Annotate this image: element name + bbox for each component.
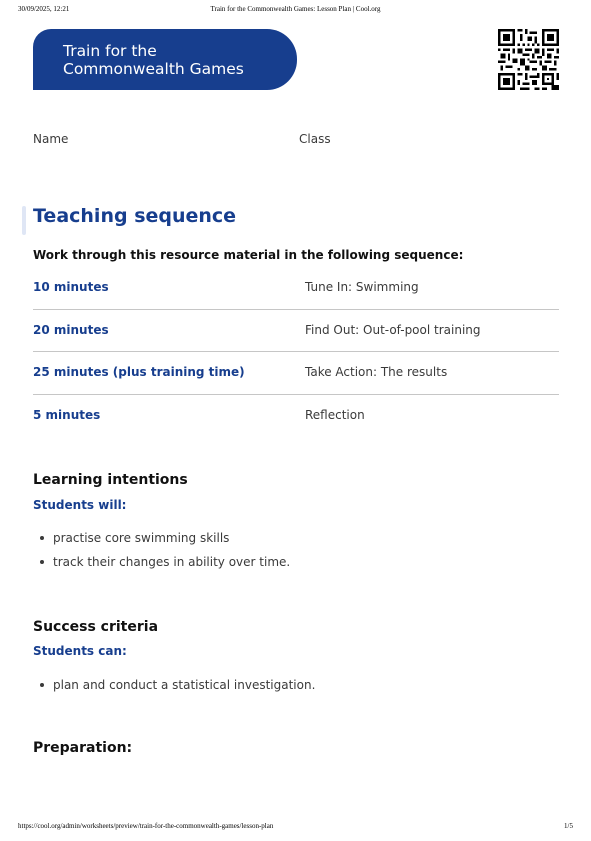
sequence-time: 10 minutes xyxy=(33,280,109,294)
sequence-row xyxy=(33,310,559,353)
success-criteria-heading: Success criteria xyxy=(33,619,159,635)
print-url: https://cool.org/admin/worksheets/preview/train-for-the-commonwealth-games/lesson-plan xyxy=(18,822,274,830)
success-criteria-label: Students can: xyxy=(33,644,127,658)
class-field-label: Class xyxy=(299,132,331,146)
list-item: track their changes in ability over time. xyxy=(40,555,290,579)
print-page-number: 1/5 xyxy=(564,822,573,830)
sequence-table xyxy=(33,267,559,438)
banner-title-line2: Commonwealth Games xyxy=(63,60,244,78)
section-accent-bar xyxy=(22,206,26,235)
list-item: practise core swimming skills xyxy=(40,531,290,555)
title-banner xyxy=(33,29,297,90)
learning-intentions-heading: Learning intentions xyxy=(33,472,188,488)
sequence-row xyxy=(33,395,559,438)
sequence-activity: Take Action: The results xyxy=(305,365,448,380)
sequence-time: 20 minutes xyxy=(33,322,109,337)
qr-code-icon xyxy=(498,29,559,90)
print-page-title: Train for the Commonwealth Games: Lesson Plan | Cool.org xyxy=(210,5,381,13)
sequence-activity: Find Out: Out-of-pool training xyxy=(305,322,481,337)
sequence-row xyxy=(33,352,559,395)
name-field-label: Name xyxy=(33,132,69,146)
sequence-time: 5 minutes xyxy=(33,408,101,423)
list-item: plan and conduct a statistical investigation. xyxy=(40,678,315,702)
learning-intentions-label: Students will: xyxy=(33,498,127,512)
sequence-time: 25 minutes (plus training time) xyxy=(33,365,245,380)
section-title-teaching-sequence: Teaching sequence xyxy=(33,205,237,227)
sequence-activity: Reflection xyxy=(305,408,365,423)
success-criteria-list xyxy=(40,678,315,702)
preparation-heading: Preparation: xyxy=(33,740,133,756)
sequence-instruction: Work through this resource material in the following sequence: xyxy=(33,248,464,262)
learning-intentions-list xyxy=(40,531,290,579)
print-datetime: 30/09/2025, 12:21 xyxy=(18,5,70,13)
sequence-activity: Tune In: Swimming xyxy=(305,280,419,294)
sequence-row xyxy=(33,267,559,310)
banner-title-line1: Train for the xyxy=(63,42,157,60)
